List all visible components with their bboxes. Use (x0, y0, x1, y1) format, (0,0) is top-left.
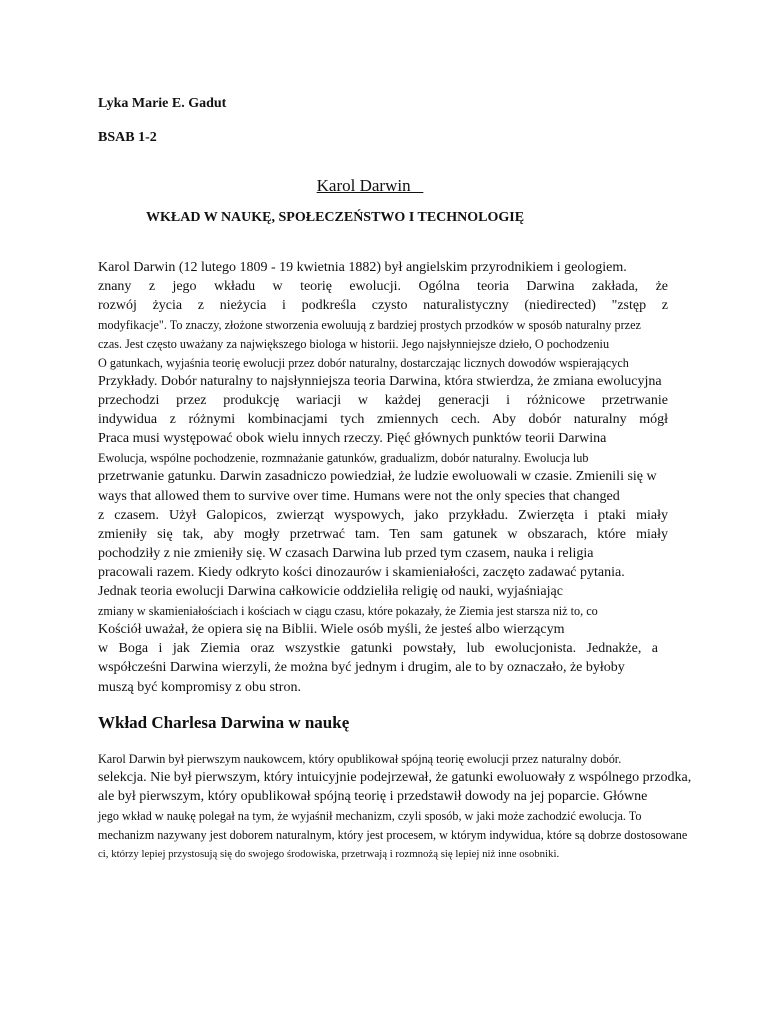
paragraph-line: ci, którzy lepiej przystosują się do swojego środowiska, przetrwają i rozmnożą się lepiej niż inne osobniki. (98, 848, 560, 860)
paragraph-line: muszą być kompromisy z obu stron. (98, 680, 301, 695)
paragraph-line: pochodziły z nie zmieniły się. W czasach Darwina lub przed tym czasem, nauka i religia (98, 546, 594, 561)
paragraph-line: jego wkład w naukę polegał na tym, że wyjaśnił mechanizm, czyli sposób, w jaki może zachodzić ewolucja. To (98, 809, 642, 823)
paragraph-line: w Boga i jak Ziemia oraz wszystkie gatunki powstały, lub ewolucjonista. Jednakże, a (98, 641, 658, 656)
author-name: Lyka Marie E. Gadut (98, 96, 227, 111)
section-heading: Wkład Charlesa Darwina w naukę (98, 713, 350, 732)
paragraph-line: O gatunkach, wyjaśnia teorię ewolucji przez dobór naturalny, dostarczając licznych dowodów wspierających (98, 356, 629, 370)
paragraph-line: Kościół uważał, że opiera się na Biblii. Wiele osób myśli, że jesteś albo wierzącym (98, 622, 565, 637)
paragraph-line: Ewolucja, wspólne pochodzenie, rozmnażanie gatunków, gradualizm, dobór naturalny. Ewolucja lub (98, 451, 589, 465)
paragraph-line: pracowali razem. Kiedy odkryto kości dinozaurów i skamieniałości, zaczęto zadawać pytania. (98, 565, 625, 580)
paragraph-line: zmieniły się tak, aby mogły przetrwać tam. Ten sam gatunek w obszarach, które miały (98, 527, 668, 542)
paragraph-line: ways that allowed them to survive over time. Humans were not the only species that changed (98, 489, 620, 504)
paragraph-line: Przykłady. Dobór naturalny to najsłynniejsza teoria Darwina, która stwierdza, że zmiana ewolucyjna (98, 374, 662, 389)
document-title: Karol Darwin (316, 176, 424, 195)
paragraph-line: selekcja. Nie był pierwszym, który intuicyjnie podejrzewał, że gatunki ewoluowały z wspólnego przodka, (98, 770, 692, 785)
paragraph-line: modyfikacje". To znaczy, złożone stworzenia ewoluują z bardziej prostych przodków w sposób naturalny przez (98, 318, 641, 332)
paragraph-line: współcześni Darwina wierzyli, że można być jednym i drugim, ale to by oznaczało, że byłoby (98, 660, 625, 675)
paragraph-line: przechodzi przez produkcję wariacji w każdej generacji i różnicowe przetrwanie (98, 393, 668, 408)
document-subtitle: WKŁAD W NAUKĘ, SPOŁECZEŃSTWO I TECHNOLOGIĘ (146, 210, 525, 225)
paragraph-line: rozwój życia z nieżycia i podkreśla czysto naturalistyczny (niedirected) "zstęp z (98, 298, 668, 313)
paragraph-line: czas. Jest często uważany za największego biologa w historii. Jego najsłynniejsze dzieło, O pochodzeniu (98, 337, 610, 351)
paragraph-line: z czasem. Użył Galopicos, zwierząt wyspowych, jako przykładu. Zwierzęta i ptaki miały (98, 508, 668, 523)
paragraph-line: zmiany w skamieniałościach i kościach w ciągu czasu, które pokazały, że Ziemia jest starsza niż to, co (98, 604, 598, 618)
paragraph-line: Jednak teoria ewolucji Darwina całkowicie oddzieliła religię od nauki, wyjaśniając (98, 584, 563, 599)
paragraph-line: indywidua z różnymi kombinacjami tych zmiennych cech. Aby dobór naturalny mógł (98, 412, 668, 427)
paragraph-line: ale był pierwszym, który opublikował spójną teorię i przedstawił dowody na jej poparcie. Główne (98, 789, 648, 804)
paragraph-line: Praca musi występować obok wielu innych rzeczy. Pięć głównych punktów teorii Darwina (98, 431, 607, 446)
paragraph-line: mechanizm nazywany jest doborem naturalnym, który jest procesem, w którym indywidua, które są dobrze dostosowane (98, 828, 688, 842)
paragraph-line: znany z jego wkładu w teorię ewolucji. Ogólna teoria Darwina zakłada, że (98, 279, 668, 294)
class-group: BSAB 1-2 (98, 130, 157, 145)
paragraph-line: Karol Darwin był pierwszym naukowcem, który opublikował spójną teorię ewolucji przez naturalny dobór. (98, 752, 622, 766)
paragraph-line: przetrwanie gatunku. Darwin zasadniczo powiedział, że ludzie ewoluowali w czasie. Zmienili się w (98, 469, 657, 484)
paragraph-line: Karol Darwin (12 lutego 1809 - 19 kwietnia 1882) był angielskim przyrodnikiem i geologiem. (98, 260, 627, 275)
